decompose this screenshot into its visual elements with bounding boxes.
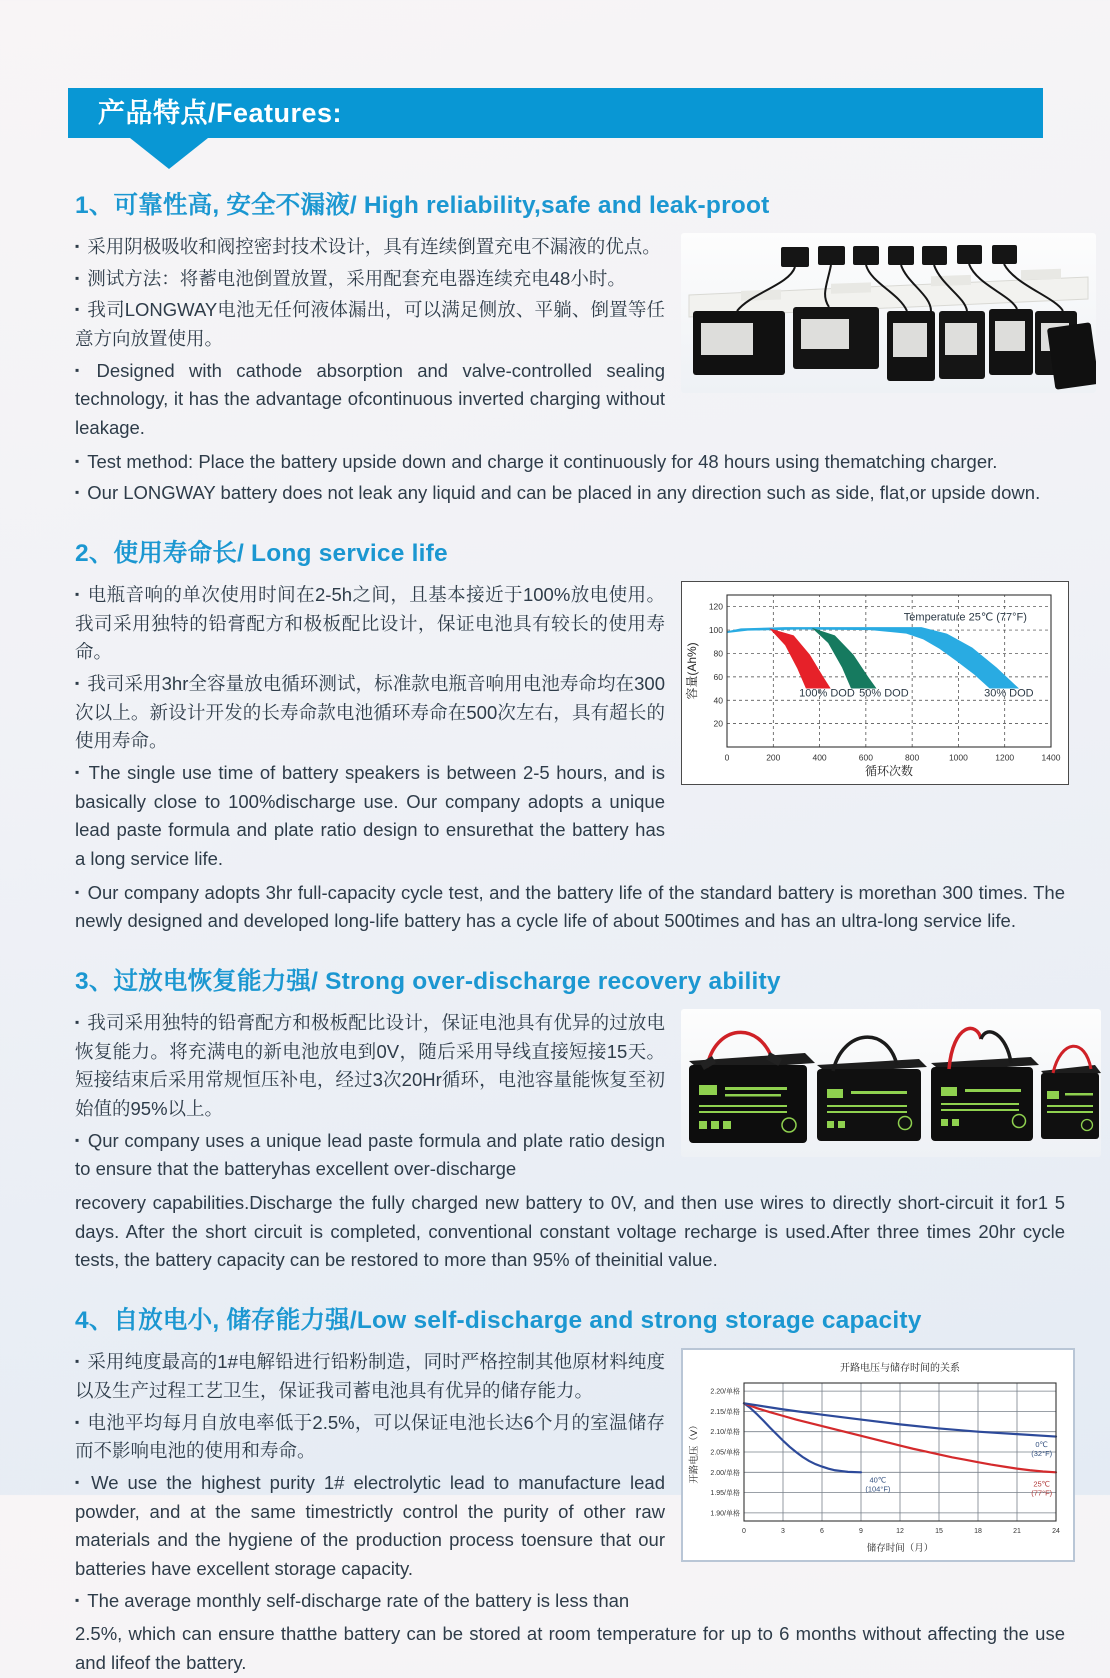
short-circuit-test-illustration <box>681 1009 1101 1157</box>
section-1-text-column <box>75 233 665 446</box>
short-circuit-test-photo <box>681 1009 1101 1157</box>
feature-bullet: ▪ 测试方法：将蓄电池倒置放置，采用配套充电器连续充电48小时。 <box>75 265 665 294</box>
feature-bullet: ▪ The average monthly self-discharge rate of the battery is less than <box>75 1587 665 1616</box>
section-2-text-column <box>75 581 665 877</box>
features-banner <box>68 88 1043 138</box>
svg-text:循环次数: 循环次数 <box>864 764 914 779</box>
section-2-figure <box>681 581 1069 785</box>
section-reliability <box>75 186 1065 508</box>
section-2-full-text <box>75 879 1065 936</box>
svg-text:1200: 1200 <box>995 752 1015 763</box>
svg-text:3: 3 <box>781 1528 785 1536</box>
section-1-full-text <box>75 448 1065 508</box>
svg-text:600: 600 <box>858 752 873 763</box>
feature-bullet: ▪ 采用阴极吸收和阀控密封技术设计，具有连续倒置充电不漏液的优点。 <box>75 233 665 262</box>
section-4-text-column <box>75 1348 665 1618</box>
svg-text:Temperature 25℃ (77°F): Temperature 25℃ (77°F) <box>903 611 1027 624</box>
svg-text:40: 40 <box>713 695 723 706</box>
svg-text:2.20/单格: 2.20/单格 <box>710 1388 740 1396</box>
svg-text:100: 100 <box>708 625 723 636</box>
svg-text:1.95/单格: 1.95/单格 <box>710 1490 740 1498</box>
svg-text:储存时间（月）: 储存时间（月） <box>866 1543 934 1555</box>
svg-text:800: 800 <box>905 752 920 763</box>
svg-text:60: 60 <box>713 671 723 682</box>
section-3-figure <box>681 1009 1101 1157</box>
section-service-life <box>75 534 1065 936</box>
svg-text:12: 12 <box>896 1528 904 1536</box>
svg-text:20: 20 <box>713 718 723 729</box>
svg-text:40℃(104°F): 40℃ (104°F) <box>865 1475 891 1494</box>
feature-bullet: ▪ Qur company uses a unique lead paste formula and plate ratio design to ensure that the batteryhas excellent over-discharge <box>75 1127 665 1184</box>
section-3-heading: 3、过放电恢复能力强/ Strong over-discharge recovery ability <box>75 968 781 996</box>
svg-text:25℃(77°F): 25℃ (77°F) <box>1031 1479 1053 1498</box>
section-3-text-column <box>75 1009 665 1187</box>
section-4-full-text <box>75 1620 1065 1677</box>
feature-bullet: ▪ We use the highest purity 1# electrolytic lead to manufacture lead powder, and at the same timestrictly control the purity of other raw materials and the hygiene of the production process toensure that our batteries have excellent storage capacity. <box>75 1469 665 1584</box>
section-self-discharge <box>75 1301 1065 1677</box>
feature-bullet-continuation: recovery capabilities.Discharge the fully charged new battery to 0V, and then use wires to directly short-circuit it for1 5 days. After the short circuit is completed, conventional constant voltage recharge is used.After three times 20hr cycle tests, the battery capacity can be restored to more than 95% of theinitial value. <box>75 1192 1065 1271</box>
svg-text:18: 18 <box>974 1528 982 1536</box>
svg-text:200: 200 <box>766 752 781 763</box>
section-4-row <box>75 1348 1065 1618</box>
svg-text:0: 0 <box>742 1528 746 1536</box>
storage-chart-panel <box>681 1348 1075 1562</box>
feature-bullet: ▪ Our LONGWAY battery does not leak any liquid and can be placed in any direction such as side, flat,or upside down. <box>75 479 1065 508</box>
feature-bullet: ▪ Test method: Place the battery upside down and charge it continuously for 48 hours using thematching charger. <box>75 448 1065 477</box>
feature-bullet: ▪ 我司采用独特的铅膏配方和极板配比设计，保证电池具有优异的过放电恢复能力。将充满电的新电池放电到0V，随后采用导线直接短接15天。短接结束后采用常规恒压补电，经过3次20Hr循环，电池容量能恢复至初始值的95%以上。 <box>75 1009 665 1124</box>
cycle-life-chart-panel <box>681 581 1069 785</box>
section-3-full-text <box>75 1189 1065 1275</box>
svg-text:15: 15 <box>935 1528 943 1536</box>
feature-bullet: ▪ 电瓶音响的单次使用时间在2-5h之间，且基本接近于100%放电使用。我司采用独特的铅膏配方和极板配比设计，保证电池具有较长的使用寿命。 <box>75 581 665 667</box>
inverted-charge-test-photo <box>681 233 1096 393</box>
feature-bullet: ▪ 我司采用3hr全容量放电循环测试，标准款电瓶音响用电池寿命均在300次以上。新设计开发的长寿命款电池循环寿命在500次左右，具有超长的使用寿命。 <box>75 670 665 756</box>
svg-text:30% DOD: 30% DOD <box>984 687 1034 700</box>
svg-text:2.15/单格: 2.15/单格 <box>710 1409 740 1417</box>
svg-text:2.10/单格: 2.10/单格 <box>710 1429 740 1437</box>
section-1-row <box>75 233 1065 446</box>
section-2-row <box>75 581 1065 877</box>
svg-text:120: 120 <box>708 601 723 612</box>
section-3-row <box>75 1009 1065 1187</box>
svg-text:2.05/单格: 2.05/单格 <box>710 1449 740 1457</box>
section-4-figure <box>681 1348 1075 1562</box>
section-2-heading: 2、使用寿命长/ Long service life <box>75 540 448 568</box>
svg-text:24: 24 <box>1052 1528 1060 1536</box>
svg-text:80: 80 <box>713 648 723 659</box>
inverted-charge-test-illustration <box>681 233 1096 393</box>
svg-text:9: 9 <box>859 1528 863 1536</box>
banner-title: 产品特点/Features: <box>98 98 343 128</box>
section-1-heading: 1、可靠性高, 安全不漏液/ High reliability,safe and leak-proot <box>75 192 770 219</box>
svg-text:50% DOD: 50% DOD <box>859 687 909 700</box>
section-over-discharge <box>75 962 1065 1275</box>
svg-text:2.00/单格: 2.00/单格 <box>710 1469 740 1477</box>
section-4-heading: 4、自放电小, 储存能力强/Low self-discharge and strong storage capacity <box>75 1307 922 1335</box>
banner-arrow <box>130 138 208 169</box>
svg-text:21: 21 <box>1013 1528 1021 1536</box>
svg-text:0℃(32°F): 0℃ (32°F) <box>1031 1440 1053 1459</box>
feature-bullet: ▪ 电池平均每月自放电率低于2.5%，可以保证电池长达6个月的室温储存而不影响电池的使用和寿命。 <box>75 1409 665 1466</box>
svg-text:1000: 1000 <box>948 752 968 763</box>
svg-text:6: 6 <box>820 1528 824 1536</box>
feature-bullet: ▪ Designed with cathode absorption and valve-controlled sealing technology, it has the advantage ofcontinuous inverted charging without leakage. <box>75 357 665 443</box>
feature-bullet: ▪ 采用纯度最高的1#电解铅进行铅粉制造，同时严格控制其他原材料纯度以及生产过程工艺卫生，保证我司蓄电池具有优异的储存能力。 <box>75 1348 665 1405</box>
svg-text:1.90/单格: 1.90/单格 <box>710 1510 740 1518</box>
feature-bullet: ▪ The single use time of battery speakers is between 2-5 hours, and is basically close to 100%discharge use. Our company adopts a unique lead paste formula and plate ratio design to ensurethat the battery has a long service life. <box>75 759 665 874</box>
feature-bullet-continuation: 2.5%, which can ensure thatthe battery can be stored at room temperature for up to 6 months without affecting the use and lifeof the battery. <box>75 1623 1065 1673</box>
svg-text:开路电压与储存时间的关系: 开路电压与储存时间的关系 <box>840 1363 960 1375</box>
svg-text:开路电压（V）: 开路电压（V） <box>689 1420 700 1484</box>
storage-voltage-chart <box>686 1353 1070 1557</box>
svg-text:0: 0 <box>724 752 730 763</box>
feature-bullet: ▪ 我司LONGWAY电池无任何液体漏出，可以满足侧放、平躺、倒置等任意方向放置使用。 <box>75 296 665 353</box>
cycle-life-chart <box>685 585 1065 781</box>
svg-text:1400: 1400 <box>1041 752 1061 763</box>
svg-text:容量(Ah%): 容量(Ah%) <box>685 642 699 700</box>
feature-bullet: ▪ Our company adopts 3hr full-capacity cycle test, and the battery life of the standard battery is morethan 300 times. The newly designed and developed long-life battery has a cycle life of about 500times and has an ultra-long service life. <box>75 879 1065 936</box>
svg-text:100% DOD: 100% DOD <box>799 687 855 700</box>
section-1-figure <box>681 233 1096 393</box>
svg-text:400: 400 <box>812 752 827 763</box>
